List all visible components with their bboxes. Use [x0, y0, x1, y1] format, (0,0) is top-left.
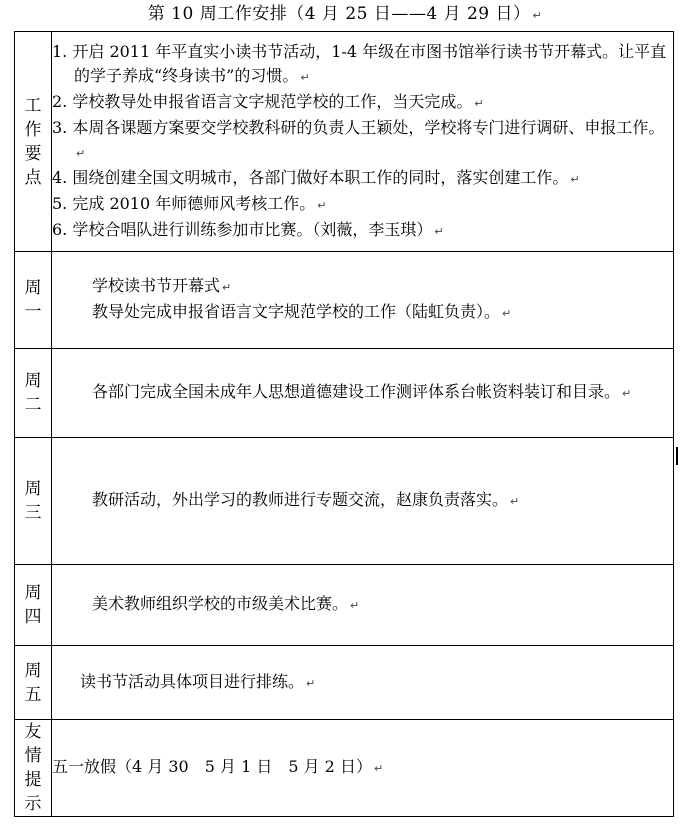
text-cursor-mark	[676, 447, 678, 465]
table-row-key-points	[15, 32, 674, 252]
tuesday-text: 各部门完成全国未成年人思想道德建设工作测评体系台帐资料装订和目录。	[92, 382, 621, 401]
paragraph-mark-icon: ↵	[474, 96, 484, 110]
label-cell-thursday	[15, 565, 52, 646]
paragraph-mark-icon: ↵	[434, 224, 444, 238]
key-point-text: 6. 学校合唱队进行训练参加市比赛。（刘薇，李玉琪）	[52, 219, 433, 239]
tuesday-label: 周二	[24, 371, 42, 415]
content-cell-key-points	[52, 32, 674, 252]
friday-label: 周五	[24, 660, 42, 705]
key-point-text: 4. 围绕创建全国文明城市，各部门做好本职工作的同时，落实创建工作。	[52, 167, 569, 187]
key-point-text: 1. 开启 2011 年平直实小读书节活动，1-4 年级在市图书馆举行读书节开幕式。让平直的学子养成“终身读书”的习惯。	[52, 41, 667, 85]
content-cell-wednesday	[52, 438, 674, 565]
key-point-text: 5. 完成 2010 年师德师风考核工作。	[52, 193, 316, 213]
label-cell-friday	[15, 646, 52, 720]
key-point-text: 3. 本周各课题方案要交学校教科研的负责人王颖处，学校将专门进行调研、申报工作。	[52, 117, 665, 137]
monday-line-text: 学校读书节开幕式	[92, 276, 221, 295]
paragraph-mark-icon: ↵	[300, 70, 310, 84]
friday-text: 读书节活动具体项目进行排练。	[80, 671, 305, 691]
tuesday-line	[52, 380, 673, 406]
paragraph-mark-icon: ↵	[622, 387, 632, 400]
paragraph-mark-icon: ↵	[510, 495, 520, 508]
label-cell-key-points	[15, 32, 52, 252]
key-point-item	[52, 166, 673, 192]
wednesday-label: 周三	[24, 479, 42, 523]
table-row-friday	[15, 646, 674, 720]
paragraph-mark-icon: ↵	[350, 599, 360, 612]
monday-label: 周一	[24, 278, 42, 322]
schedule-table	[14, 31, 674, 817]
content-cell-tuesday	[52, 349, 674, 438]
monday-line-text: 教导处完成申报省语言文字规范学校的工作（陆虹负责）。	[92, 302, 501, 321]
paragraph-mark-icon: ↵	[76, 146, 86, 160]
paragraph-mark-icon: ↵	[317, 198, 327, 212]
paragraph-mark-icon: ↵	[373, 762, 384, 775]
document-title	[0, 0, 690, 30]
label-cell-tuesday	[15, 349, 52, 438]
wednesday-line	[52, 488, 673, 514]
table-row-monday	[15, 252, 674, 349]
tips-label: 友情提示	[24, 722, 42, 814]
paragraph-mark-icon: ↵	[222, 281, 232, 294]
table-row-tuesday	[15, 349, 674, 438]
key-points-list	[52, 40, 673, 244]
paragraph-mark-icon: ↵	[570, 172, 580, 186]
key-point-text: 2. 学校教导处申报省语言文字规范学校的工作，当天完成。	[52, 91, 473, 111]
thursday-label: 周四	[24, 583, 42, 627]
thursday-line	[52, 592, 673, 618]
content-cell-thursday	[52, 565, 674, 646]
monday-line	[52, 300, 673, 326]
key-point-item	[52, 192, 673, 218]
paragraph-mark-icon: ↵	[306, 676, 316, 690]
label-cell-wednesday	[15, 438, 52, 565]
monday-line	[52, 274, 673, 300]
document-title-text: 第 10 周工作安排（4 月 25 日——4 月 29 日）	[147, 4, 531, 24]
label-cell-tips	[15, 720, 52, 817]
content-cell-tips	[52, 720, 674, 817]
label-cell-monday	[15, 252, 52, 349]
table-row-thursday	[15, 565, 674, 646]
tips-text: 五一放假（4 月 30 5 月 1 日 5 月 2 日）	[52, 757, 372, 776]
key-points-label: 工作要点	[24, 95, 42, 188]
key-point-item	[52, 90, 673, 116]
key-point-item	[52, 218, 673, 244]
paragraph-mark-icon: ↵	[502, 307, 512, 320]
content-cell-friday	[52, 646, 674, 720]
table-row-tips	[15, 720, 674, 817]
tips-line	[52, 755, 673, 781]
paragraph-mark-icon: ↵	[532, 9, 543, 22]
key-point-item	[52, 40, 673, 90]
key-point-item	[52, 116, 673, 166]
thursday-text: 美术教师组织学校的市级美术比赛。	[92, 594, 349, 613]
table-row-wednesday	[15, 438, 674, 565]
friday-line	[52, 670, 673, 696]
wednesday-text: 教研活动，外出学习的教师进行专题交流，赵康负责落实。	[92, 490, 509, 509]
content-cell-monday	[52, 252, 674, 349]
